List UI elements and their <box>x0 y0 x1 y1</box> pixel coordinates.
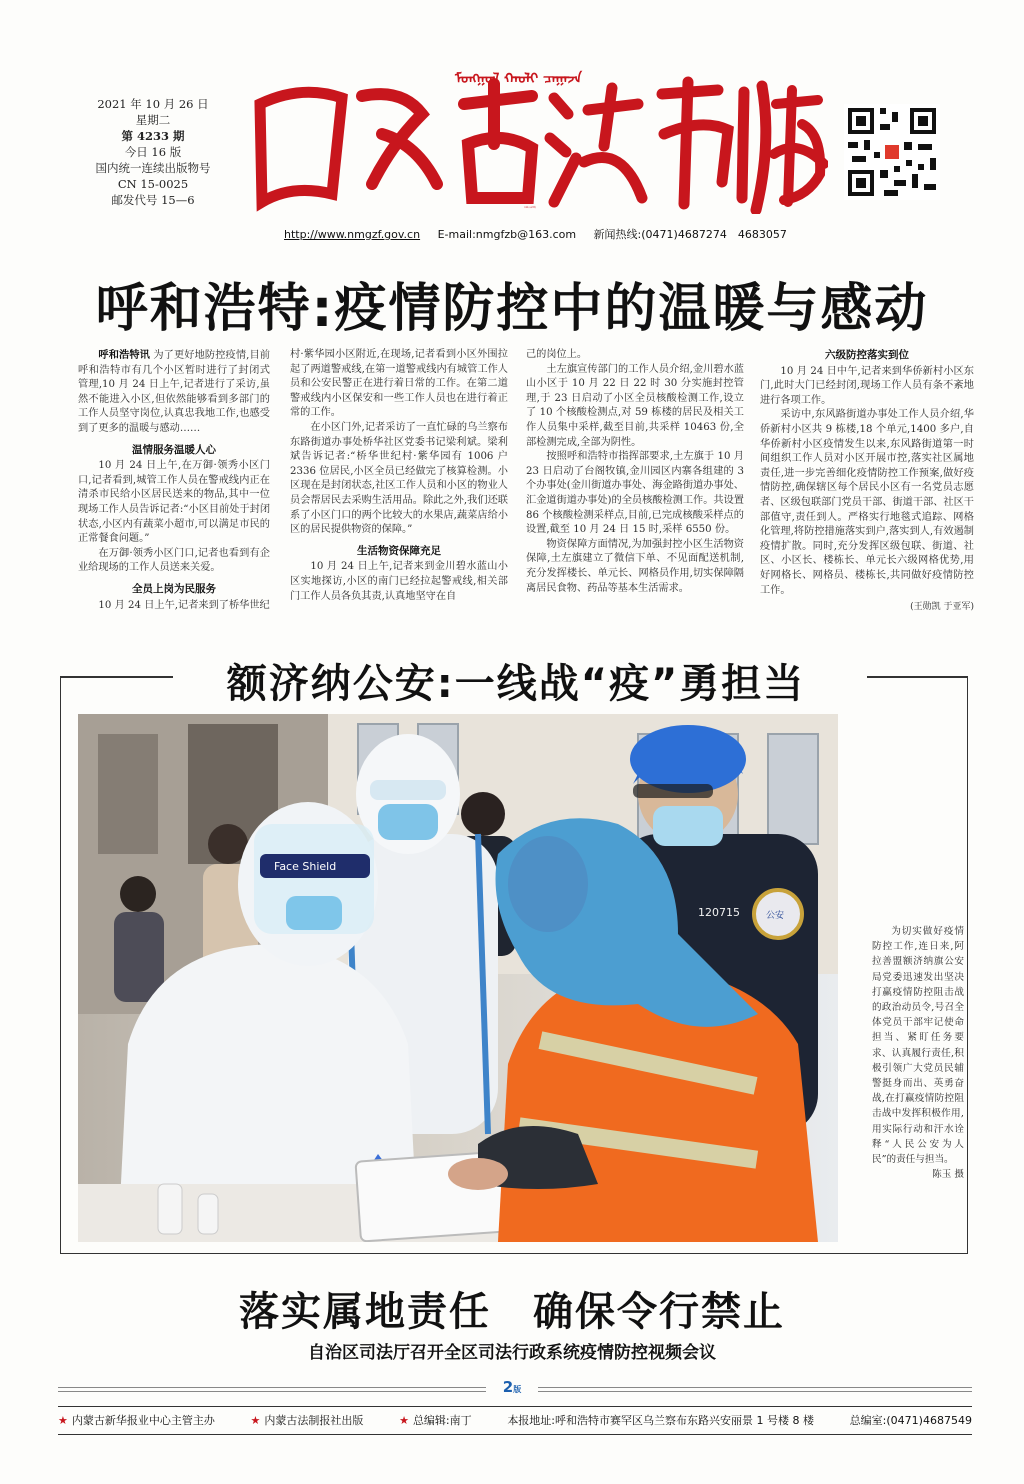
page-reference[interactable] <box>486 1378 538 1396</box>
paragraph: 采访中,东风路街道办事处工作人员介绍,华侨新村小区共 9 栋楼,18 个单元,1400 多户,自华侨新村小区疫情发生以来,东风路街道第一时间组织工作人员对小区开展市控,落实社区属地责任,进一步完善细化疫情防控工作预案,做好疫情防控,确保辖区每个居民小区有一名党员志愿者、区级包联部门党员干部、街道干部、社区干部值守,责任到人。严格实行地毯式追踪、网格化管理,将防控措施落实到户,落实到人,有效遏制疫情扩散。同时,充分发挥区级包联、街道、社区、小区长、楼栋长、单元长六级网格优势,用好网格长、网格员、楼栋长,共同做好疫情防控工作。 <box>760 409 974 596</box>
footer-sponsor-text: 内蒙古新华报业中心主管主办 <box>71 1414 215 1427</box>
weekday: 星期二 <box>135 113 171 127</box>
paragraph: 10 月 24 日上午,记者来到了桥华世纪 <box>98 599 270 611</box>
star-icon: ★ <box>58 1414 68 1427</box>
cn-number: CN 15-0025 <box>117 177 189 191</box>
footer-editor-text: 总编辑:南丁 <box>412 1414 472 1427</box>
subheading: 六级防控落实到位 <box>825 349 909 361</box>
footer <box>58 1412 972 1428</box>
footer-rule <box>58 1434 972 1435</box>
paragraph: 10 月 24 日上午,记者来到金川碧水蓝山小区实地探访,小区的南门已经拉起警戒线,相关部门工作人员各负其责,认真地坚守在自 <box>290 561 508 602</box>
brand-brush-strokes <box>260 82 824 210</box>
footer-address: 本报地址:呼和浩特市赛罕区乌兰察布东路兴安丽景 1 号楼 8 楼 <box>507 1414 815 1427</box>
footer-sponsor <box>58 1412 215 1428</box>
star-icon: ★ <box>250 1414 261 1427</box>
byline: (王勋凯 于亚军) <box>910 602 974 613</box>
photo-caption <box>872 924 964 1182</box>
lead-headline: 呼和浩特:疫情防控中的温暖与感动 <box>95 279 929 339</box>
paragraph: 按照呼和浩特市指挥部要求,土左旗于 10 月 23 日启动了台阁牧镇,金川园区内寨各组建的 3 个办事处(金川街道办事处、海金路街道办事处、汇金道街道办事处)的全员核酸检测工作。共设置 86 个核酸检测采样点,目前,已完成核酸采样点的设置,截至 10 月 24 日 15 时,采样 6550 份。 <box>526 451 744 536</box>
star-icon: ★ <box>399 1414 409 1427</box>
news-photo[interactable] <box>78 714 838 1242</box>
paragraph: 在万御·领秀小区门口,记者也看到有企业给现场的工作人员送来关爱。 <box>78 547 270 574</box>
paragraph: 在小区门外,记者采访了一直忙碌的乌兰察布东路街道办事处桥华社区党委书记梁利斌。梁利斌告诉记者:“桥华世纪村·紫华园有 1006 户 2336 位居民,小区全员已经做完了核算检测。小区现在是封闭状态,社区工作人员和小区的物业人员会帮居民去采购生活用品。除此之外,我们还联系了小区门口的两个比较大的水果店,蔬菜店给小区的居民提供物资的保障。” <box>290 421 508 536</box>
footer-rule <box>58 1406 972 1407</box>
subheading: 生活物资保障充足 <box>357 544 441 557</box>
photo-credit: 陈玉 摄 <box>932 1169 964 1181</box>
page-count: 今日 16 版 <box>124 145 182 159</box>
subheading: 温情服务温暖人心 <box>132 443 216 456</box>
paragraph: 为了更好地防控疫情,目前呼和浩特市有几个小区暂时进行了封闭式管理,10 月 24 日上午,记者进行了采访,虽然不能进入小区,但依然能够看到多部门的工作人员坚守岗位,认真忠我地工作,也感受到了更多的温暖与感动…… <box>78 350 270 434</box>
frame-rule <box>867 676 967 678</box>
postal-code: 邮发代号 15—6 <box>111 193 195 207</box>
police-patch-text: 公安 <box>766 911 785 921</box>
page-reference-unit: 版 <box>513 1385 522 1394</box>
mongolian-title: ᠮᠣᠩᠭᠣᠯ ᠬᠠᠤᠯᠢ ᠴᠠᠭᠠᠵᠠ <box>455 71 583 87</box>
email-link[interactable]: E-mail:nmgfzb@163.com <box>437 228 577 241</box>
lower-subhead: 自治区司法厅召开全区司法行政系统疫情防控视频会议 <box>308 1343 716 1363</box>
footer-editor <box>399 1412 472 1428</box>
dateline: 呼和浩特讯 <box>98 349 150 361</box>
paragraph: 己的岗位上。 <box>526 349 588 360</box>
publish-date: 2021 年 10 月 26 日 <box>97 97 209 111</box>
footer-office: 总编室:(0471)4687549 <box>849 1414 972 1427</box>
photo-story-headline: 额济纳公安:一线战“疫”勇担当 <box>226 661 806 707</box>
qr-code[interactable] <box>844 104 940 200</box>
paragraph: 10 月 24 日上午,在万御·领秀小区门口,记者看到,城管工作人员在警戒线内正在清杀市民给小区居民送来的物品,其中一位现场工作人员告诉记者:“小区目前处于封闭状态,小区内有蔬菜小超市,可以满足市民的正常餐食问题。” <box>78 460 271 545</box>
badge-number: 120715 <box>698 906 740 919</box>
website-link[interactable]: http://www.nmgzf.gov.cn <box>284 228 421 241</box>
lead-column-3 <box>526 348 744 596</box>
news-hotline: 新闻热线:(0471)4687274 4683057 <box>593 228 787 241</box>
subheading: 全员上岗为民服务 <box>132 582 216 595</box>
lead-column-2 <box>290 348 508 604</box>
lead-column-1 <box>78 348 270 613</box>
face-shield-label: Face Shield <box>274 860 337 873</box>
footer-publisher <box>251 1412 364 1428</box>
paragraph: 10 月 24 日中午,记者来到华侨新村小区东门,此时大门已经封闭,现场工作人员有条不紊地进行各项工作。 <box>760 365 974 406</box>
newspaper-logo <box>232 74 828 214</box>
paragraph: 物资保障方面情况,为加强封控小区生活物资保障,土左旗建立了微信下单、不见面配送机制,充分发挥楼长、单元长、网格员作用,切实保障隔离居民食物、药品等基本生活需求。 <box>526 538 744 594</box>
lead-column-4 <box>760 348 974 615</box>
date-block <box>78 96 228 208</box>
caption-text: 为切实做好疫情防控工作,连日来,阿拉善盟额济纳旗公安局党委迅速发出坚决打赢疫情防控阻击战的政治动员令,号召全体党员干部牢记使命担当、紧盯任务要求、认真履行责任,积极引领广大党员民辅警挺身而出、英勇奋战,在打赢疫情防控阻击战中发挥积极作用,用实际行动和汗水诠释“人民公安为人民”的责任与担当。 <box>872 926 964 1166</box>
brand-text: 内蒙古法制报 <box>523 207 537 209</box>
lower-headline: 落实属地责任 确保令行禁止 <box>239 1289 785 1335</box>
issue-number: 第 4233 期 <box>121 129 185 143</box>
contact-line <box>284 226 801 242</box>
frame-rule <box>61 676 173 678</box>
paragraph: 土左旗宣传部门的工作人员介绍,金川碧水蓝山小区于 10 月 22 日 22 时 30 分实施封控管理,于 23 日启动了小区全员核酸检测工作,设立了 10 个核酸检测点,对 59 栋楼的居民及相关工作人员集中采样,截至目前,共采样 10463 份,全部检测完成,全部为阴性。 <box>526 363 744 448</box>
footer-publisher-text: 内蒙古法制报社出版 <box>264 1414 364 1427</box>
page-reference-number: 2 <box>502 1378 514 1396</box>
paragraph: 村·紫华园小区附近,在现场,记者看到小区外围拉起了两道警戒线,在第一道警戒线内有城管工作人员和公安民警正在进行着日常的工作。在第二道警戒线内小区保安和一些工作人员也在进行着正常的工作。 <box>290 349 508 419</box>
serial-label: 国内统一连续出版物号 <box>95 161 211 175</box>
